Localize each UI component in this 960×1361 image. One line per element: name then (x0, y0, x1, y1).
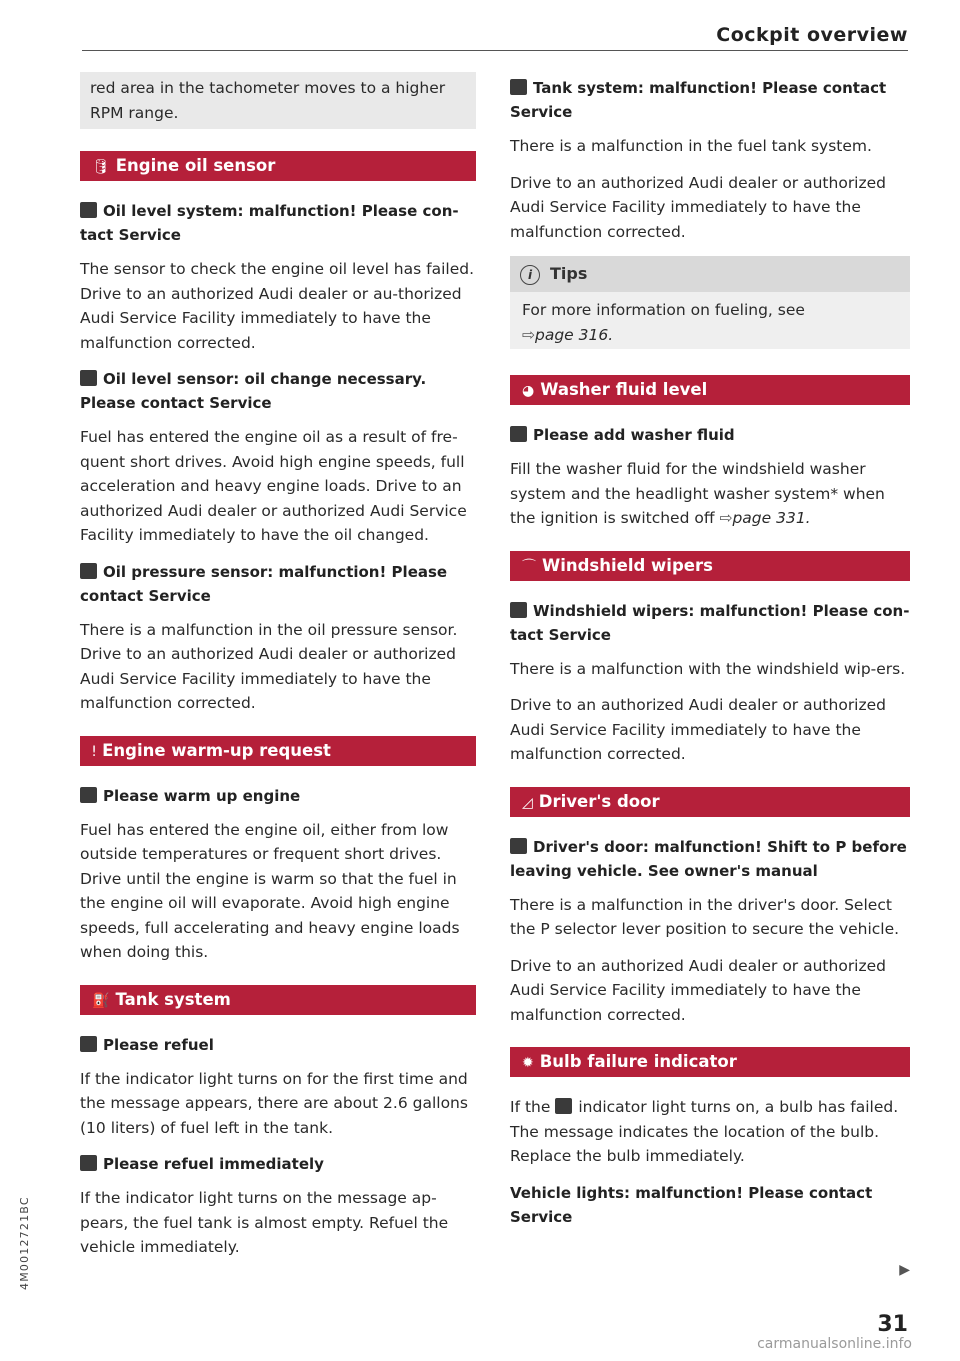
message-heading: Please refuel (80, 1033, 476, 1057)
fuel-indicator-icon (80, 1036, 97, 1052)
section-title: Windshield wipers (542, 555, 713, 575)
section-title: Tank system (115, 989, 231, 1009)
reference-arrow-icon: ⇨ (522, 325, 535, 344)
reference-arrow-icon: ⇨ (719, 509, 733, 527)
bulb-icon: ✹ (522, 1055, 534, 1071)
message-body: Fuel has entered the engine oil, either from low outside temperatures or frequent short drives. Drive until the engine is warm so that the fuel in the engine oil will evaporate. Avoid high engine speeds, full accelerating and heavy engine loads when doing this. (80, 820, 460, 961)
header-divider (82, 50, 908, 51)
section-title: Driver's door (538, 791, 660, 811)
message-body: If the indicator light turns on for the first time and the message appears, there are about 2.6 gallons (10 liters) of fuel left in the tank. (80, 1069, 468, 1137)
section-drivers-door (510, 787, 910, 817)
continued-note-box (80, 72, 476, 129)
message-body: There is a malfunction in the fuel tank system. (510, 137, 872, 155)
fuel-indicator-icon (80, 1155, 97, 1171)
section-windshield-wipers (510, 551, 910, 581)
message-heading: Oil pressure sensor: malfunction! Please contact Service (80, 562, 448, 605)
message-heading: Please refuel immediately (80, 1152, 476, 1176)
right-column (510, 72, 910, 1239)
wiper-indicator-icon (510, 602, 527, 618)
section-engine-oil-sensor (80, 151, 476, 181)
tips-heading: i Tips (510, 256, 910, 292)
continued-note-text: red area in the tachometer moves to a higher RPM range. (90, 79, 446, 122)
oil-warning-indicator-icon (80, 563, 97, 579)
watermark: carmanualsonline.info (757, 1336, 912, 1352)
bulb-indicator-icon (555, 1098, 572, 1114)
door-indicator-icon (510, 838, 527, 854)
message-heading: Tank system: malfunction! Please contact Service (510, 79, 887, 121)
document-code: 4M0012721BC (18, 1196, 31, 1290)
message-body: Fill the washer fluid for the windshield washer system and the headlight washer system* when the ignition is switched off ⇨page 331. (510, 460, 885, 527)
message-body: Drive to an authorized Audi dealer or authorized Audi Service Facility immediately to have the malfunction corrected. (510, 956, 887, 1024)
oil-warning-indicator-icon (80, 202, 97, 218)
info-icon: i (520, 265, 540, 285)
message-body: There is a malfunction in the driver's door. Select the P selector lever position to secure the vehicle. (510, 895, 900, 938)
oil-warning-indicator-icon (80, 370, 97, 386)
message-heading: Driver's door: malfunction! Shift to P before leaving vehicle. See owner's manual (510, 837, 907, 880)
wiper-icon: ⌒ (522, 558, 536, 575)
message-body: There is a malfunction in the oil pressure sensor. Drive to an authorized Audi dealer or authorized Audi Service Facility immediately to have the malfunction corrected. (80, 620, 458, 712)
section-title: Washer fluid level (540, 380, 708, 399)
page-number: 31 (877, 1312, 908, 1337)
message-body: There is a malfunction with the windshield wip-ers. (510, 659, 906, 678)
fuel-pump-icon: ⛽ (92, 992, 110, 1009)
message-heading: Windshield wipers: malfunction! Please con-tact Service (510, 601, 910, 644)
page-header-title: Cockpit overview (716, 24, 908, 46)
message-body: Drive to an authorized Audi dealer or authorized Audi Service Facility immediately to have the malfunction corrected. (510, 696, 887, 763)
continue-arrow-icon: ▶ (899, 1262, 910, 1278)
message-heading: Vehicle lights: malfunction! Please contact Service (510, 1183, 873, 1226)
section-washer-fluid (510, 375, 910, 405)
fuel-indicator-icon (510, 79, 527, 95)
door-icon: ◿ (522, 794, 533, 811)
washer-indicator-icon (510, 426, 527, 442)
washer-fluid-icon: ◕ (522, 383, 535, 399)
tips-box (510, 256, 910, 349)
tips-text: For more information on fueling, see ⇨page 316. (522, 301, 805, 344)
message-heading: Oil level system: malfunction! Please con-tact Service (80, 202, 459, 244)
page-reference-link[interactable]: page 316. (535, 325, 614, 344)
oil-can-icon: 🛢 (92, 159, 110, 175)
thermometer-icon: ǃ (92, 743, 97, 760)
message-body: If the indicator light turns on the message ap-pears, the fuel tank is almost empty. Refuel the vehicle immediately. (80, 1189, 449, 1256)
message-heading: Oil level sensor: oil change necessary. Please contact Service (80, 370, 427, 412)
page-reference-link[interactable]: page 331. (732, 509, 811, 527)
section-title: Engine oil sensor (115, 156, 276, 175)
section-bulb-failure (510, 1047, 910, 1077)
message-body: Drive to an authorized Audi dealer or authorized Audi Service Facility immediately to have the malfunction corrected. (510, 173, 887, 241)
section-engine-warmup (80, 736, 476, 766)
message-body: Fuel has entered the engine oil as a result of fre-quent short drives. Avoid high engine speeds, full acceleration and heavy engine loads. Drive to an authorized Audi dealer or authorized Audi Service Facility immediately to have the oil changed. (80, 428, 467, 544)
warmup-indicator-icon (80, 787, 97, 803)
section-tank-system (80, 985, 476, 1015)
section-title: Engine warm-up request (102, 740, 331, 760)
left-column (80, 72, 476, 1272)
message-heading: Please add washer fluid (510, 423, 910, 447)
message-heading: Please warm up engine (80, 784, 476, 808)
message-body: If the indicator light turns on, a bulb has failed. The message indicates the location of the bulb. Replace the bulb immediately. (510, 1098, 899, 1165)
message-body: The sensor to check the engine oil level has failed. Drive to an authorized Audi dealer or au-thorized Audi Service Facility immediately to have the malfunction corrected. (80, 260, 475, 352)
section-title: Bulb failure indicator (539, 1052, 737, 1071)
